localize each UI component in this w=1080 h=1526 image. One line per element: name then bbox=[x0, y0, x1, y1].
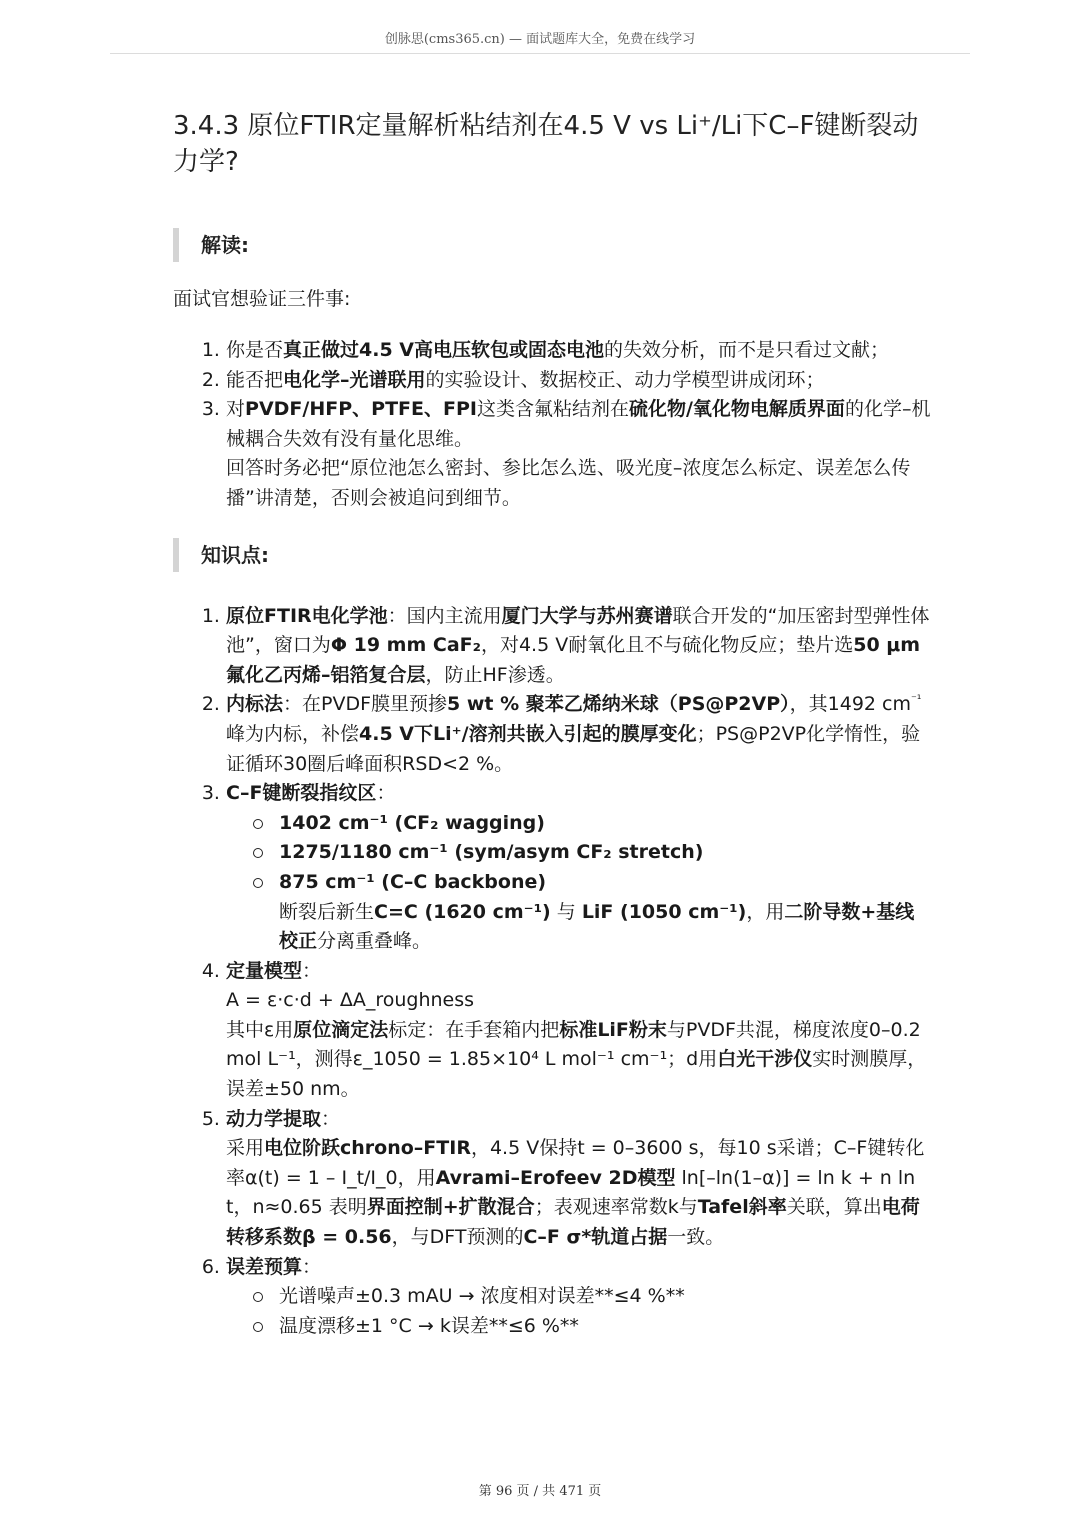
sub-item: 光谱噪声±0.3 mAU → 浓度相对误差**≤4 %** bbox=[279, 1282, 933, 1312]
page-footer: 第 96 页 / 共 471 页 bbox=[478, 1484, 602, 1499]
equation: A = ε·c·d + ΔA_roughness bbox=[226, 989, 475, 1012]
list-item: 2. 能否把电化学–光谱联用的实验设计、数据校正、动力学模型讲成闭环； bbox=[226, 366, 933, 396]
fingerprint-sublist bbox=[226, 809, 933, 957]
interpretation-list bbox=[173, 336, 933, 514]
knowledge-list bbox=[173, 602, 933, 1342]
section-heading-interpretation: 解读: bbox=[173, 228, 933, 262]
sub-item: 1275/1180 cm⁻¹ (sym/asym CF₂ stretch) bbox=[279, 838, 933, 868]
page-header: 创脉思(cms365.cn) — 面试题库大全，免费在线学习 bbox=[384, 32, 696, 47]
list-item: 3. C–F键断裂指纹区： 1402 cm⁻¹ (CF₂ wagging) 1275/1180 cm⁻¹ (sym/asym CF₂ stretch) 875 cm⁻¹ (C–C backbone) 断裂后新生C=C (1620 cm⁻¹) 与 LiF (1050 cm⁻¹)，用二阶导数+基线校正分离重叠峰。 bbox=[226, 779, 933, 957]
answer-tip: 回答时务必把“原位池怎么密封、参比怎么选、吸光度–浓度怎么标定、误差怎么传播”讲清楚，否则会被追问到细节。 bbox=[226, 457, 911, 509]
list-item: 1. 原位FTIR电化学池：国内主流用厦门大学与苏州赛谱联合开发的“加压密封型弹性体池”，窗口为Φ 19 mm CaF₂，对4.5 V耐氧化且不与硫化物反应；垫片选50 μm 氟化乙丙烯–铝箔复合层，防止HF渗透。 bbox=[226, 602, 933, 691]
list-item: 5. 动力学提取： 采用电位阶跃chrono–FTIR，4.5 V保持t = 0–3600 s，每10 s采谱；C–F键转化率α(t) = 1 – I_t/I_0，用Avrami–Erofeev 2D模型 ln[–ln(1–α)] = ln k + n ln t，n≈0.65 表明界面控制+扩散混合；表观速率常数k与Tafel斜率关联，算出电荷转移系数β = 0.56，与DFT预测的C–F σ*轨道占据一致。 bbox=[226, 1105, 933, 1253]
list-item: 4. 定量模型： A = ε·c·d + ΔA_roughness 其中ε用原位滴定法标定：在手套箱内把标准LiF粉末与PVDF共混，梯度浓度0–0.2 mol L⁻¹，测得ε_1050 = 1.85×10⁴ L mol⁻¹ cm⁻¹；d用白光干涉仪实时测膜厚，误差±50 nm。 bbox=[226, 957, 933, 1105]
section-heading-knowledge: 知识点: bbox=[173, 538, 933, 572]
sub-item: 温度漂移±1 °C → k误差**≤6 %** bbox=[279, 1312, 933, 1342]
question-title: 3.4.3 原位FTIR定量解析粘结剂在4.5 V vs Li⁺/Li下C–F键断裂动力学? bbox=[173, 111, 919, 177]
list-item: 2. 内标法：在PVDF膜里预掺5 wt % 聚苯乙烯纳米球（PS@P2VP），其1492 $cm^{^{-1}}$峰为内标，补偿4.5 V下Li⁺/溶剂共嵌入引起的膜厚变化；PS@P2VP化学惰性，验证循环30圈后峰面积RSD<2 %。 bbox=[226, 690, 933, 779]
list-item: 6. 误差预算： 光谱噪声±0.3 mAU → 浓度相对误差**≤4 %** 温度漂移±1 °C → k误差**≤6 %** bbox=[226, 1253, 933, 1342]
list-item: 3. 对PVDF/HFP、PTFE、FPI这类含氟粘结剂在硫化物/氧化物电解质界面的化学–机械耦合失效有没有量化思维。 回答时务必把“原位池怎么密封、参比怎么选、吸光度–浓度怎么标定、误差怎么传播”讲清楚，否则会被追问到细节。 bbox=[226, 395, 933, 513]
error-sublist bbox=[226, 1282, 933, 1341]
sub-item: 875 cm⁻¹ (C–C backbone) 断裂后新生C=C (1620 cm⁻¹) 与 LiF (1050 cm⁻¹)，用二阶导数+基线校正分离重叠峰。 bbox=[279, 868, 933, 957]
document-body bbox=[173, 108, 933, 1341]
header-divider bbox=[110, 53, 970, 54]
intro-text: 面试官想验证三件事: bbox=[173, 288, 351, 310]
list-item: 1. 你是否真正做过4.5 V高电压软包或固态电池的失效分析，而不是只看过文献； bbox=[226, 336, 933, 366]
sub-item: 1402 cm⁻¹ (CF₂ wagging) bbox=[279, 809, 933, 839]
